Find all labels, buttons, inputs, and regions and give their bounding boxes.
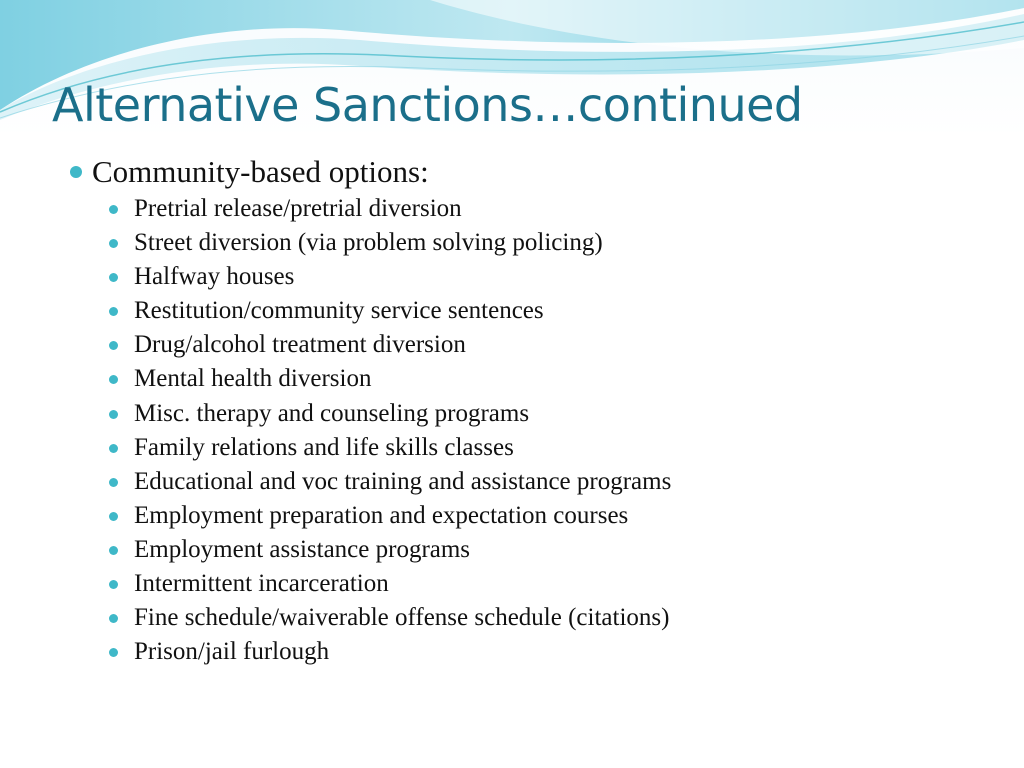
- list-item: [134, 260, 1024, 294]
- sub-bullet-list: [0, 192, 1024, 669]
- list-item-text: Restitution/community service sentences: [134, 297, 544, 325]
- list-item-text: Intermittent incarceration: [134, 570, 389, 598]
- bullet-icon: [109, 205, 118, 214]
- bullet-icon: [109, 614, 118, 623]
- main-bullet-item: [92, 152, 1024, 192]
- list-item: [134, 499, 1024, 533]
- list-item-text: Employment preparation and expectation courses: [134, 501, 629, 529]
- list-item-text: Drug/alcohol treatment diversion: [134, 331, 466, 359]
- list-item-text: Mental health diversion: [134, 365, 372, 393]
- list-item-text: Prison/jail furlough: [134, 638, 330, 666]
- list-item-text: Fine schedule/waiverable offense schedule (citations): [134, 604, 670, 632]
- main-bullet-text: Community-based options:: [92, 154, 429, 189]
- list-item: [134, 567, 1024, 601]
- list-item: [134, 431, 1024, 465]
- bullet-icon: [109, 273, 118, 282]
- list-item-text: Misc. therapy and counseling programs: [134, 399, 530, 427]
- bullet-icon: [109, 546, 118, 555]
- list-item-text: Educational and voc training and assistance programs: [134, 467, 672, 495]
- bullet-icon: [109, 648, 118, 657]
- list-item-text: Family relations and life skills classes: [134, 433, 514, 461]
- list-item: [134, 635, 1024, 669]
- list-item: [134, 362, 1024, 396]
- list-item: [134, 294, 1024, 328]
- list-item: [134, 533, 1024, 567]
- bullet-icon: [109, 580, 118, 589]
- bullet-icon: [109, 444, 118, 453]
- bullet-icon: [109, 410, 118, 419]
- list-item-text: Employment assistance programs: [134, 535, 471, 563]
- list-item: [134, 397, 1024, 431]
- slide-title: Alternative Sanctions…continued: [52, 78, 803, 132]
- list-item-text: Street diversion (via problem solving policing): [134, 229, 603, 257]
- list-item-text: Pretrial release/pretrial diversion: [134, 195, 462, 222]
- slide-content: [0, 152, 1024, 669]
- bullet-icon: [70, 166, 82, 178]
- bullet-icon: [109, 341, 118, 350]
- list-item: [134, 192, 1024, 226]
- bullet-icon: [109, 375, 118, 384]
- list-item: [134, 328, 1024, 362]
- list-item-text: Halfway houses: [134, 263, 295, 291]
- bullet-icon: [109, 307, 118, 316]
- bullet-icon: [109, 478, 118, 487]
- bullet-icon: [109, 239, 118, 248]
- list-item: [134, 465, 1024, 499]
- list-item: [134, 601, 1024, 635]
- bullet-icon: [109, 512, 118, 521]
- list-item: [134, 226, 1024, 260]
